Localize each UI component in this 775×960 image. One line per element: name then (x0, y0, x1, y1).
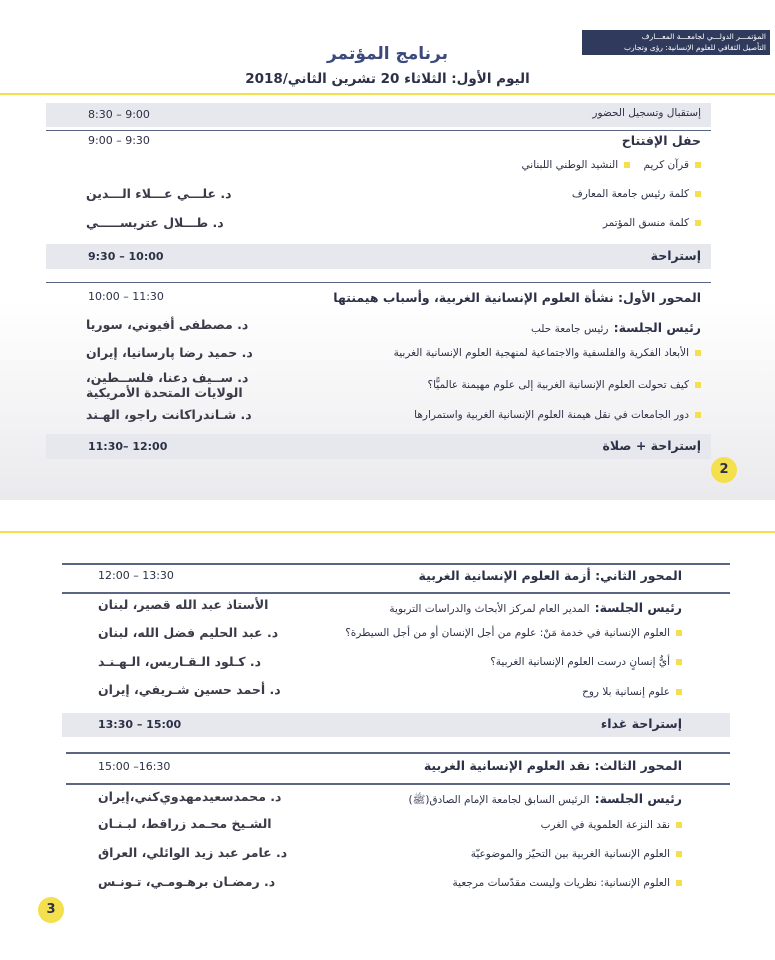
page-number: 3 (38, 897, 64, 923)
row-time: 13:30 – 15:00 (98, 718, 182, 731)
row-time: 9:30 – 10:00 (88, 250, 164, 263)
chair-affiliation: المدير العام لمركز الأبحاث والدراسات التربوية (389, 603, 590, 615)
row-time: 8:30 – 9:00 (88, 108, 150, 121)
speaker-name: د. عبد الحليم فضل الله، لبنان (98, 625, 279, 640)
schedule-row (46, 213, 711, 237)
row-label: إستراحة غداء (600, 716, 682, 731)
schedule-row (46, 314, 711, 338)
day-title: اليوم الأول: الثلاثاء 20 تشرين الثاني/2018 (245, 71, 530, 87)
bullet-icon (695, 162, 701, 168)
speaker-name: د. عامر عبد زيد الوائلي، العراق (98, 845, 288, 860)
schedule-row (46, 282, 711, 311)
schedule-row (46, 370, 711, 402)
section-rule (62, 592, 730, 594)
row-label: كلمة منسق المؤتمر (603, 217, 701, 229)
bullet-icon (695, 220, 701, 226)
speaker-name: د. حميد رضا پارسانيا، إيران (86, 345, 253, 360)
bullet-icon (676, 659, 682, 665)
section-rule (66, 752, 730, 754)
schedule-row (62, 815, 730, 837)
speaker-name: د. مصطفى أفيوني، سوريا (86, 317, 249, 332)
schedule-row (46, 244, 711, 269)
section-rule (66, 783, 730, 785)
row-label: المحور الثاني: أزمة العلوم الإنسانية الغربية (418, 568, 682, 583)
row-label: العلوم الإنسانية: نظريات وليست مقدّسات مرجعية (453, 877, 682, 889)
yellow-divider (0, 531, 775, 533)
row-label: حفل الإفتتاح (621, 133, 701, 148)
chair-affiliation: الرئيس السابق لجامعة الإمام الصادق(ﷺ) (408, 794, 590, 806)
speaker-name: الأستاذ عبد الله قصير، لبنان (98, 597, 269, 612)
schedule-row (62, 873, 730, 895)
row-time: 9:00 – 9:30 (88, 134, 150, 147)
speaker-name: د. محمدسعيدمهدوي‌كني،إيران (98, 789, 282, 804)
schedule-row (62, 681, 730, 703)
schedule-row (62, 756, 730, 778)
schedule-row (62, 653, 730, 675)
schedule-row (46, 434, 711, 459)
row-label: كيف تحولت العلوم الإنسانية الغربية إلى علوم مهيمنة عالميًّا؟ (428, 379, 701, 391)
speaker-name-line2: الولايات المتحدة الأمريكية (86, 385, 243, 400)
row-label: قرآن كريم النشيد الوطني اللبناني (522, 159, 701, 171)
row-label: رئيس الجلسة: المدير العام لمركز الأبحاث والدراسات التربوية (389, 600, 682, 615)
page-number: 2 (711, 457, 737, 483)
schedule-row (62, 787, 730, 809)
row-time: 15:00 –16:30 (98, 760, 171, 773)
bullet-icon (676, 630, 682, 636)
row-time: 11:30– 12:00 (88, 440, 168, 453)
bullet-icon (624, 162, 630, 168)
conference-name: المؤتمـــر الدولـــي لجامعـــة المعـــارف (641, 32, 766, 41)
row-label: إستراحة + صلاة (602, 438, 701, 453)
bullet-icon (676, 851, 682, 857)
row-label: إستراحة (650, 248, 701, 263)
row-label: العلوم الإنسانية في خدمة مَنْ: علوم من أجل الإنسان أو من أجل السيطرة؟ (345, 627, 682, 639)
bullet-icon (676, 880, 682, 886)
conference-badge (582, 30, 770, 55)
schedule-row (46, 184, 711, 208)
row-label: رئيس الجلسة: رئيس جامعة حلب (530, 320, 701, 335)
schedule-row (62, 844, 730, 866)
schedule-row (46, 130, 711, 153)
row-label: العلوم الإنسانية الغربية بين التحيّز والموضوعيّة (471, 848, 682, 860)
conference-theme: التأصيل الثقافي للعلوم الإنسانية: رؤى وتجارب (623, 43, 766, 52)
speaker-name: د. كـلود الـقـاريس، الـهـنـد (98, 654, 262, 669)
speaker-name: د. طـــلال عتريســـــي (86, 215, 224, 230)
speaker-name: الشـيخ محـمد زراقط، لبـنـان (98, 816, 272, 831)
row-label: أيُّ إنسانٍ درست العلوم الإنسانية الغربية؟ (490, 656, 682, 668)
schedule-row (46, 103, 711, 127)
bullet-icon (676, 822, 682, 828)
row-label: المحور الأول: نشأة العلوم الإنسانية الغربية، وأسباب هيمنتها (333, 290, 701, 305)
schedule-row (46, 343, 711, 365)
section-rule (62, 563, 730, 565)
row-label: الأبعاد الفكرية والفلسفية والاجتماعية لمنهجية العلوم الإنسانية الغربية (394, 347, 701, 359)
schedule-row (46, 405, 711, 427)
row-time: 10:00 – 11:30 (88, 290, 164, 303)
bullet-icon (676, 689, 682, 695)
bullet-icon (695, 191, 701, 197)
bullet-icon (695, 412, 701, 418)
row-label: نقد النزعة العلموية في الغرب (541, 819, 682, 831)
bullet-icon (695, 350, 701, 356)
page-title: برنامج المؤتمر (326, 44, 449, 64)
yellow-divider (0, 93, 775, 95)
chair-affiliation: رئيس جامعة حلب (530, 323, 609, 335)
row-label: كلمة رئيس جامعة المعارف (572, 188, 701, 200)
speaker-name: د. ســيف دعنا، فلســطين، (86, 370, 249, 385)
row-label: علوم إنسانية بلا روح (582, 686, 682, 698)
program-page-2 (0, 500, 775, 960)
row-label: إستقبال وتسجيل الحضور (592, 107, 701, 119)
schedule-row (62, 713, 730, 737)
row-label: المحور الثالث: نقد العلوم الإنسانية الغربية (423, 758, 682, 773)
speaker-name: د. علـــي عـــلاء الـــدين (86, 186, 232, 201)
row-label: رئيس الجلسة: الرئيس السابق لجامعة الإمام الصادق(ﷺ) (408, 791, 682, 806)
row-time: 12:00 – 13:30 (98, 569, 174, 582)
bullet-icon (695, 382, 701, 388)
schedule-row (62, 596, 730, 618)
speaker-name: د. أحمد حسين شـريفي، إيران (98, 682, 281, 697)
schedule-row (62, 624, 730, 646)
row-label: دور الجامعات في نقل هيمنة العلوم الإنسانية الغربية واستمرارها (414, 409, 701, 421)
schedule-row (46, 156, 711, 178)
speaker-name: د. شـاندراكانت راجو، الهـند (86, 407, 252, 422)
speaker-name: د. رمضـان برهـومـي، تـونـس (98, 874, 276, 889)
schedule-row (62, 566, 730, 588)
